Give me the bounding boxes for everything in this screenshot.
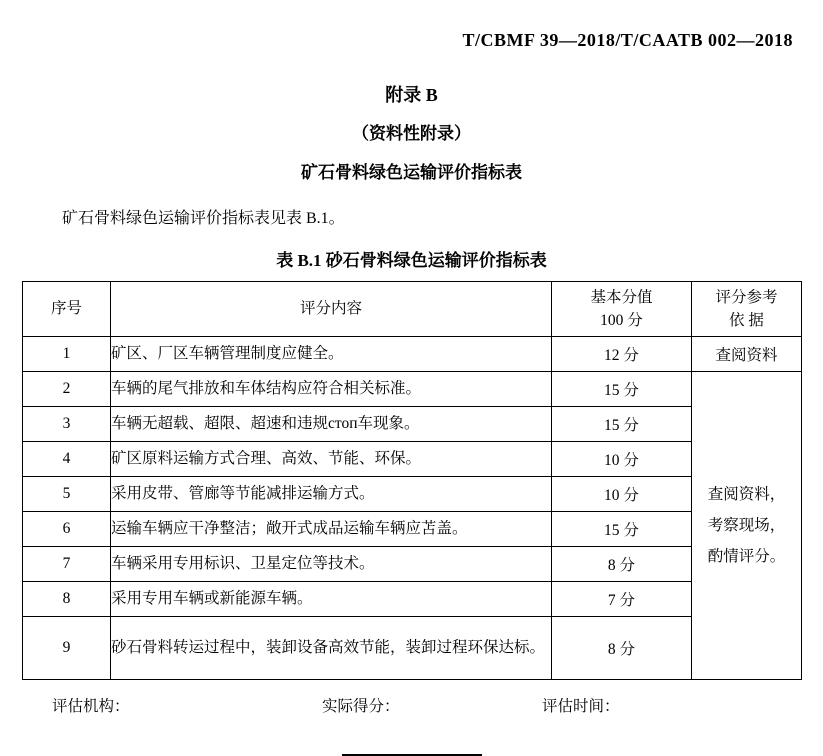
row-no: 3 bbox=[23, 407, 111, 442]
footer-fields bbox=[22, 694, 801, 716]
document-page bbox=[0, 30, 823, 720]
table-row bbox=[23, 407, 802, 442]
table-header-row bbox=[23, 282, 802, 337]
row-score: 15 分 bbox=[552, 407, 692, 442]
table-row bbox=[23, 512, 802, 547]
footer-time: 评估时间： bbox=[542, 698, 620, 715]
row-content: 砂石骨料转运过程中，装卸设备高效节能，装卸过程环保达标。 bbox=[111, 617, 552, 680]
row-content: 采用皮带、管廊等节能减排运输方式。 bbox=[111, 477, 552, 512]
row-no: 4 bbox=[23, 442, 111, 477]
row-score: 8 分 bbox=[552, 547, 692, 582]
row-no: 6 bbox=[23, 512, 111, 547]
row-score: 15 分 bbox=[552, 372, 692, 407]
ref-line-1: 查阅资料， bbox=[707, 486, 786, 503]
ref-line-2: 考察现场， bbox=[707, 517, 786, 534]
table-row bbox=[23, 477, 802, 512]
row-score: 10 分 bbox=[552, 477, 692, 512]
row-content: 采用专用车辆或新能源车辆。 bbox=[111, 582, 552, 617]
row-content: 车辆无超载、超限、超速和违规стоп车现象。 bbox=[111, 407, 552, 442]
ref-line-3: 酌情评分。 bbox=[707, 548, 786, 565]
header-cell-ref bbox=[692, 282, 802, 337]
row-score: 7 分 bbox=[552, 582, 692, 617]
standard-code-header: T/CBMF 39—2018/T/CAATB 002—2018 bbox=[462, 30, 793, 50]
row-no: 7 bbox=[23, 547, 111, 582]
row-score: 10 分 bbox=[552, 442, 692, 477]
table-row bbox=[23, 617, 802, 680]
header-score-line1: 基本分值 bbox=[590, 288, 653, 306]
row-score: 8 分 bbox=[552, 617, 692, 680]
footer-org: 评估机构： bbox=[52, 698, 130, 715]
row-ref: 查阅资料 bbox=[692, 337, 802, 372]
row-content: 矿区原料运输方式合理、高效、节能、环保。 bbox=[111, 442, 552, 477]
annex-title: 附录 B bbox=[385, 85, 438, 105]
table-row bbox=[23, 547, 802, 582]
header-cell-content: 评分内容 bbox=[111, 282, 552, 337]
row-no: 1 bbox=[23, 337, 111, 372]
row-no: 2 bbox=[23, 372, 111, 407]
row-score: 12 分 bbox=[552, 337, 692, 372]
row-content: 车辆采用专用标识、卫星定位等技术。 bbox=[111, 547, 552, 582]
header-ref-line2: 依 据 bbox=[729, 312, 764, 329]
lead-paragraph: 矿石骨料绿色运输评价指标表见表 B.1。 bbox=[62, 210, 345, 227]
row-score: 15 分 bbox=[552, 512, 692, 547]
header-cell-score bbox=[552, 282, 692, 337]
table-caption: 表 B.1 砂石骨料绿色运输评价指标表 bbox=[276, 251, 547, 270]
row-no: 9 bbox=[23, 617, 111, 680]
header-ref-line1: 评分参考 bbox=[715, 288, 778, 306]
table-row bbox=[23, 337, 802, 372]
row-content: 运输车辆应干净整洁；敞开式成品运输车辆应苫盖。 bbox=[111, 512, 552, 547]
annex-name: 矿石骨料绿色运输评价指标表 bbox=[301, 163, 522, 182]
table-row bbox=[23, 442, 802, 477]
row-no: 5 bbox=[23, 477, 111, 512]
header-cell-no: 序号 bbox=[23, 282, 111, 337]
row-content: 矿区、厂区车辆管理制度应健全。 bbox=[111, 337, 552, 372]
row-no: 8 bbox=[23, 582, 111, 617]
header-score-line2: 100 分 bbox=[600, 312, 643, 329]
evaluation-table bbox=[22, 281, 802, 680]
table-row bbox=[23, 372, 802, 407]
footer-score: 实际得分： bbox=[322, 698, 400, 715]
row-ref-merged bbox=[692, 372, 802, 680]
table-row bbox=[23, 582, 802, 617]
annex-subtitle: （资料性附录） bbox=[352, 124, 471, 143]
row-content: 车辆的尾气排放和车体结构应符合相关标准。 bbox=[111, 372, 552, 407]
